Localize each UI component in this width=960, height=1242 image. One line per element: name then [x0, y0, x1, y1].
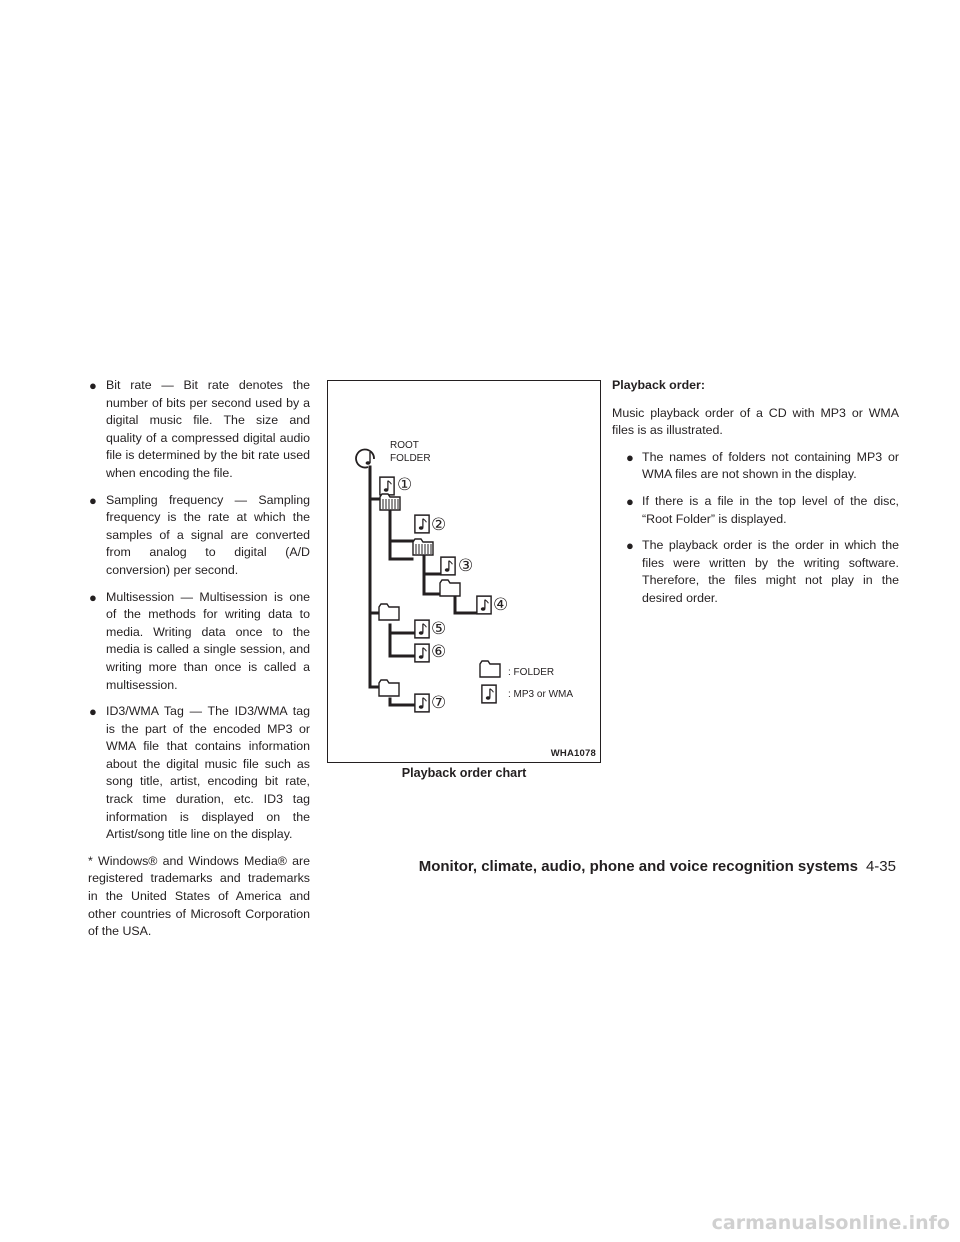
section-heading: Playback order:	[612, 378, 705, 392]
bullet-bit-rate: ● Bit rate — Bit rate denotes the number of bits per second used by a digital music file. The size and quality of a compressed digital audio file is determined by the bit rate used when encoding the file.	[89, 378, 310, 480]
mp3-file-icon	[477, 596, 491, 614]
bullet-dot: ●	[89, 704, 97, 720]
page-number: 4-35	[865, 858, 896, 875]
bullet-playback-order: ● The playback order is the order in which the files were written by the writing software. Therefore, the files might not play in the desired order.	[626, 538, 899, 605]
bullet-multisession: ● Multisession — Multisession is one of the methods for writing data to media. Writing data once to the media is called a single session, and writing more than once is called a multisession.	[89, 589, 310, 692]
page-footer	[419, 858, 896, 875]
bullet-id3-tag: ● ID3/WMA Tag — The ID3/WMA tag is the part of the encoded MP3 or WMA file that contains information about the digital music file such as song title, artist, encoding bit rate, track time duration, etc. ID3 tag information is displayed on the Artist/song title line on the display.	[89, 704, 310, 842]
root-label-line2: FOLDER	[390, 453, 431, 464]
right-column	[612, 377, 899, 617]
mp3-file-icon	[415, 644, 429, 662]
folder-icon	[413, 539, 433, 555]
legend-file-icon	[482, 685, 496, 703]
section-title: Monitor, climate, audio, phone and voice recognition systems	[418, 858, 858, 875]
playback-tree-diagram	[328, 381, 600, 762]
order-number-7: ⑦	[431, 693, 447, 712]
mp3-file-icon	[441, 557, 455, 575]
root-folder-icon	[356, 450, 374, 468]
bullet-folder-names: ● The names of folders not containing MP3 or WMA files are not shown in the display.	[626, 449, 899, 482]
order-number-2: ②	[431, 515, 447, 534]
intro-paragraph: Music playback order of a CD with MP3 or WMA files is as illustrated.	[612, 405, 899, 438]
trademark-note: * Windows® and Windows Media® are registered trademarks and trademarks in the United States of America and other countries of Microsoft Corporation of the USA.	[88, 853, 310, 939]
order-number-3: ③	[458, 556, 474, 575]
bullet-root-folder: ● If there is a file in the top level of the disc, “Root Folder” is displayed.	[626, 493, 899, 526]
figure-caption: Playback order chart	[401, 766, 527, 780]
root-label-line1: ROOT	[390, 440, 419, 451]
order-number-6: ⑥	[431, 642, 447, 661]
folder-icon	[379, 680, 399, 696]
bullet-dot: ●	[626, 538, 634, 554]
mp3-file-icon	[415, 694, 429, 712]
mp3-file-icon	[380, 477, 394, 495]
bullet-sampling-frequency: ● Sampling frequency — Sampling frequency is the rate at which the samples of a signal are converted from analog to digital (A/D conversion) per second.	[89, 492, 310, 577]
folder-icon	[379, 604, 399, 620]
legend-folder-icon	[480, 661, 500, 677]
mp3-file-icon	[415, 515, 429, 533]
playback-order-figure	[327, 380, 601, 763]
bullet-dot: ●	[89, 589, 97, 605]
order-number-1: ①	[397, 475, 413, 494]
bullet-dot: ●	[89, 378, 97, 393]
left-column	[88, 377, 310, 950]
folder-icon	[440, 580, 460, 596]
bullet-dot: ●	[626, 493, 634, 509]
bullet-dot: ●	[89, 492, 97, 508]
figure-code: WHA1078	[550, 748, 596, 759]
folder-icon	[380, 494, 400, 510]
legend-folder-label: : FOLDER	[508, 667, 555, 678]
legend-file-label: : MP3 or WMA	[508, 689, 574, 700]
bullet-dot: ●	[626, 449, 634, 465]
order-number-5: ⑤	[431, 619, 447, 638]
order-number-4: ④	[493, 595, 509, 614]
watermark: carmanualsonline.info	[711, 1212, 950, 1234]
mp3-file-icon	[415, 620, 429, 638]
